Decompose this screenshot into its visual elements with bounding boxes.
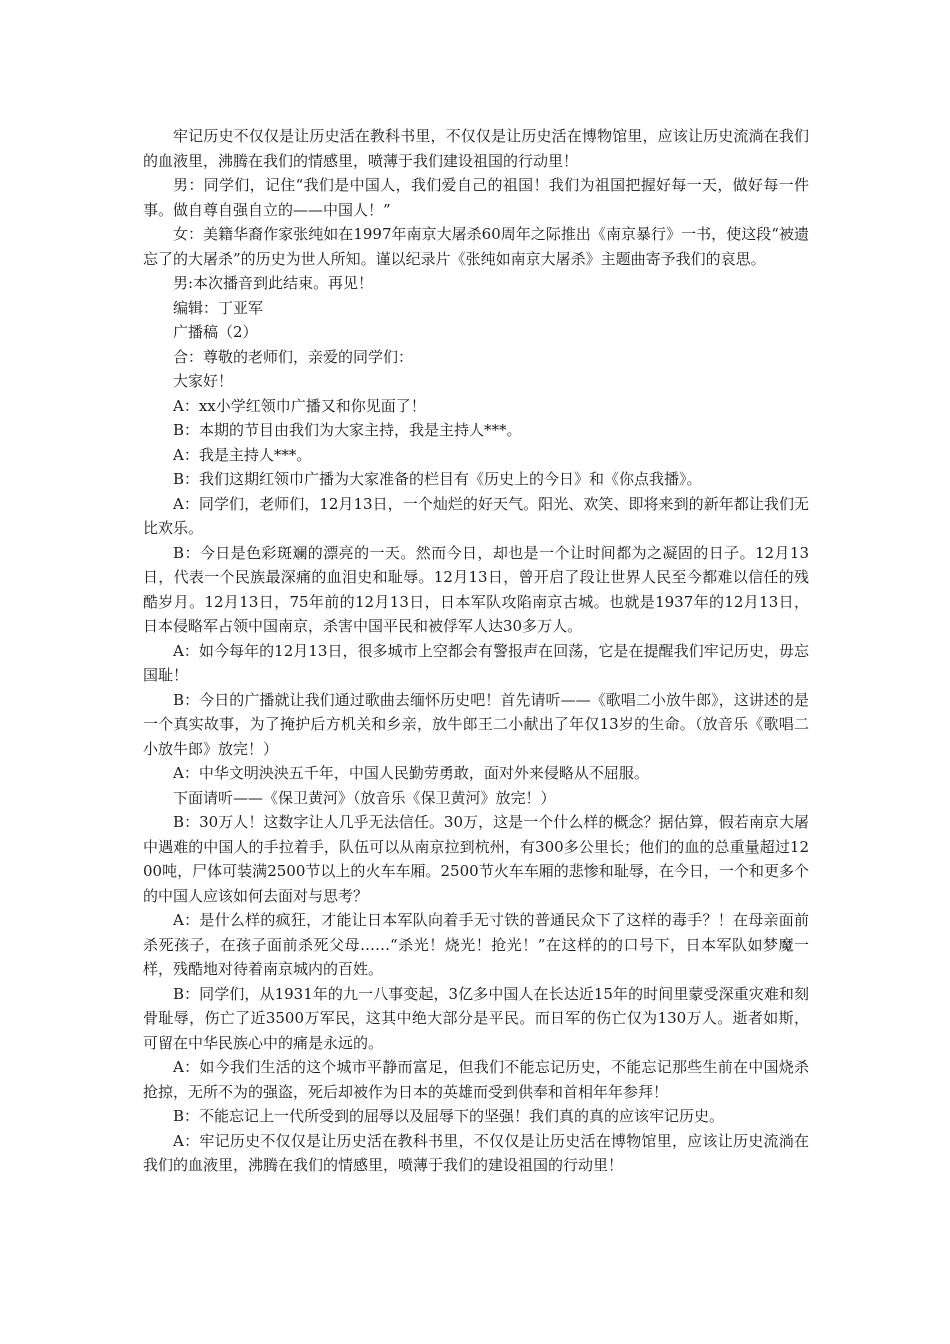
paragraph-a-closing: A：牢记历史不仅仅是让历史活在教科书里，不仅仅是让历史活在博物馆里，应该让历史流淌在我们的血液里，沸腾在我们的情感里，喷薄于我们的建设祖国的行动里！ (143, 1131, 809, 1174)
paragraph-closing-remembrance: 牢记历史不仅仅是让历史活在教科书里，不仅仅是让历史活在博物馆里，应该让历史流淌在我们的血液里，沸腾在我们的情感里，喷薄于我们建设祖国的行动里！ (143, 127, 809, 170)
paragraph-a-madness: A：是什么样的疯狂，才能让日本军队向着手无寸铁的普通民众下了这样的毒手？！在母亲面前杀死孩子，在孩子面前杀死父母……“杀光！烧光！抢光！”在这样的的口号下，日本军队如梦魔一样，残酷地对待着南京城内的百姓。 (143, 911, 809, 978)
paragraph-b-song-1: B：今日的广播就让我们通过歌曲去缅怀历史吧！首先请听——《歌唱二小放牛郎》，这讲述的是一个真实故事，为了掩护后方机关和乡亲，放牛郎王二小献出了年仅13岁的生命。（放音乐《歌唱二小放牛郎》放完！） (143, 690, 809, 758)
paragraph-song-2: 下面请听——《保卫黄河》（放音乐《保卫黄河》放完！） (173, 788, 556, 807)
paragraph-b-casualties: B：同学们，从1931年的九一八事变起，3亿多中国人在长达近15年的时间里蒙受深重灾难和刻骨耻辱，伤亡了近3500万军民，这其中绝大部分是平民。而日军的伤亡仅为130万人。逝者如斯，可留在中华民族心中的痛是永远的。 (143, 984, 809, 1052)
paragraph-male-goodbye: 男:本次播音到此结束。再见！ (173, 274, 374, 292)
paragraph-hello-everyone: 大家好！ (173, 372, 234, 390)
paragraph-a-date: A：同学们，老师们，12月13日，一个灿烂的好天气。阳光、欢笑、即将来到的新年都让我们无比欢乐。 (143, 494, 809, 537)
paragraph-b-programs: B：我们这期红领巾广播为大家准备的栏目有《历史上的今日》和《你点我播》。 (173, 470, 702, 488)
document-body (143, 124, 809, 1178)
paragraph-female-iris-chang: 女：美籍华裔作家张纯如在1997年南京大屠杀60周年之际推出《南京暴行》一书，使这段“被遗忘了的大屠杀”的历史为世人所知。谨以纪录片《张纯如南京大屠杀》主题曲寄予我们的哀思。 (143, 225, 809, 268)
paragraph-a-host: A：我是主持人***。 (173, 445, 312, 464)
paragraph-b-host: B：本期的节目由我们为大家主持，我是主持人***。 (173, 421, 522, 439)
paragraph-a-never-forget: A：如今我们生活的这个城市平静而富足，但我们不能忘记历史，不能忘记那些生前在中国烧杀抢掠，无所不为的强盗，死后却被作为日本的英雄而受到供奉和首相年年参拜！ (143, 1058, 809, 1101)
paragraph-b-remember: B：不能忘记上一代所受到的屈辱以及屈辱下的坚强！我们真的真的应该牢记历史。 (173, 1107, 725, 1125)
paragraph-a-intro: A：xx小学红领巾广播又和你见面了！ (173, 396, 426, 415)
paragraph-b-victims: B：30万人！这数字让人几乎无法信任。30万，这是一个什么样的概念？据估算，假若南京大屠中遇难的中国人的手拉着手，队伍可以从南京拉到杭州，有300多公里长；他们的血的总重量超过1200吨，尸体可装满2500节以上的火车车厢。2500节火车车厢的悲惨和耻辱，在今日，一个和更多个的中国人应该如何去面对与思考？ (143, 813, 809, 905)
paragraph-b-history: B：今日是色彩斑斓的漂亮的一天。然而今日，却也是一个让时间都为之凝固的日子。12月13日，代表一个民族最深痛的血泪史和耻辱。12月13日，曾开启了段让世界人民至今都难以信任的残酷岁月。12月13日，75年前的12月13日，日本军队攻陷南京古城。也就是1937年的12月13日，日本侵略军占领中国南京，杀害中国平民和被俘军人达30多万人。 (143, 543, 809, 635)
paragraph-editor: 编辑：丁亚军 (173, 298, 264, 317)
section-heading-broadcast-2: 广播稿（2） (173, 323, 258, 341)
paragraph-male-remember: 男：同学们，记住“我们是中国人，我们爱自己的祖国！我们为祖国把握好每一天，做好每一件事。做自尊自强自立的——中国人！” (143, 176, 809, 219)
paragraph-a-alarm: A：如今每年的12月13日，很多城市上空都会有警报声在回荡，它是在提醒我们牢记历史，毋忘国耻！ (143, 641, 809, 684)
paragraph-greeting-together: 合：尊敬的老师们，亲爱的同学们： (173, 347, 414, 366)
paragraph-a-civilization: A：中华文明泱泱五千年，中国人民勤劳勇敢，面对外来侵略从不屈服。 (173, 764, 649, 782)
